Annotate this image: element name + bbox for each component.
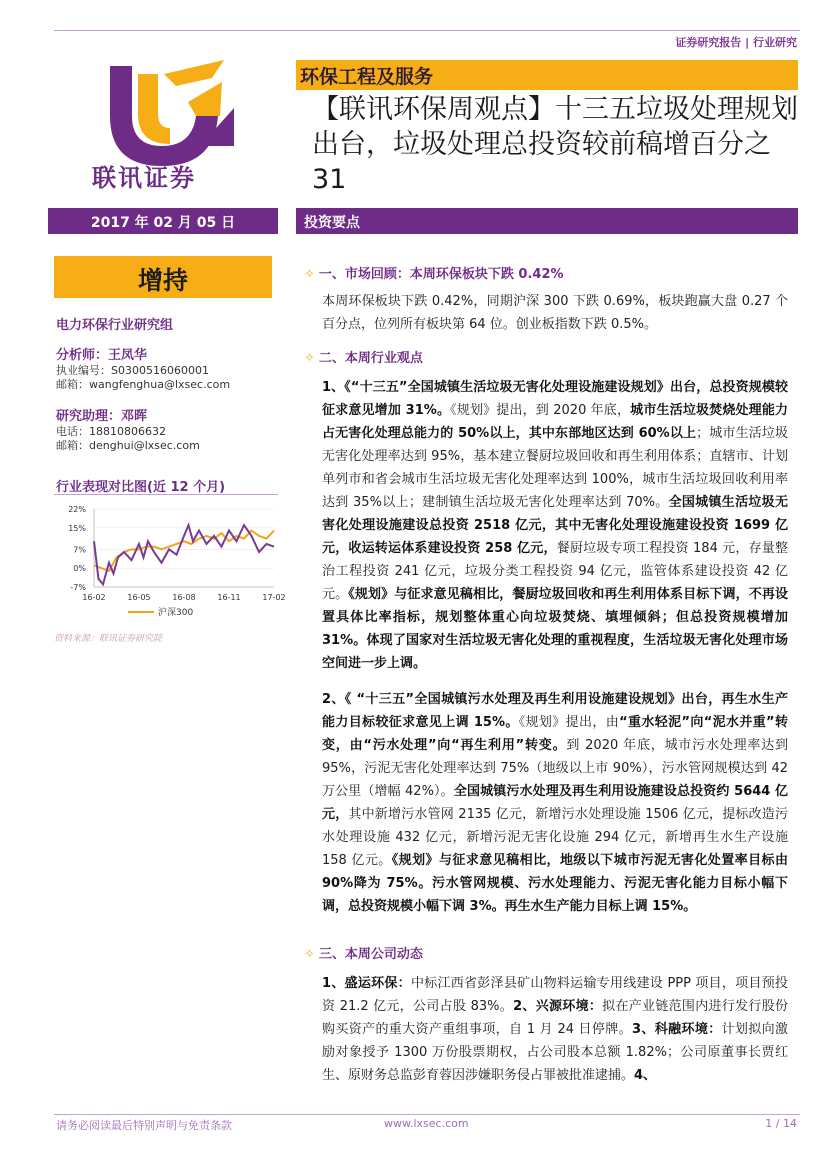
analyst-name: 分析师：王凤华 [56,348,148,363]
rating: 增持 [137,266,188,295]
diamond-icon: ✧ [304,351,315,366]
view2-lead: 2、《 “十三五”全国城镇污水处理及再生利用设施建设规划》出台，再生水生产能力目标较征求意见上调 15%。 [322,692,788,730]
legend-label: 沪深300 [158,608,194,618]
news2-name: 2、兴源环境： [513,999,603,1014]
news3-text: 计划拟向激励对象授予 1300 万份股票期权，占公司股本总额 1.82%；公司原董事长贾红生、原财务总监彭育蓉因涉嫌职务侵占罪被批准逮捕。 [322,1022,789,1083]
assistant-email[interactable]: 邮箱：denghui@lxsec.com [56,439,200,452]
x-tick-label: 16-08 [172,593,196,602]
news2-text: 拟在产业链范围内进行发行股份购买资产的重大资产重组事项，自 1 月 24 日停牌。 [322,999,788,1037]
footer-disclaimer[interactable]: 请务必阅读最后特别声明与免责条款 [56,1119,232,1132]
chart-title: 行业表现对比图(近 12 个月) [56,480,226,495]
news3-name: 3、科融环境： [631,1022,722,1037]
key-points-bar [296,208,798,234]
industry-view-2 [322,688,788,918]
analyst-email[interactable]: 邮箱：wangfenghua@lxsec.com [56,378,231,391]
view1-bold-g: 《规划》与征求意见稿相比，餐厨垃圾回收和再生利用体系目标下调，不再设置具体比率指标，规划整体重心向垃圾焚烧、填埋倾斜；但总投资规模增加 31%。体现了国家对生活垃圾无害化处理的重视程度，生活垃圾无害化处理市场空间进一步上调。 [322,587,788,671]
chart-rule [54,494,278,495]
y-tick-label: 22% [68,505,86,514]
y-tick-label: 0% [73,564,86,574]
page-number: 1 / 14 [765,1117,797,1130]
report-date: 2017 年 02 月 05 日 [90,215,236,231]
y-tick-label: 15% [68,523,86,533]
y-tick-label: 7% [73,545,86,555]
header-rule [54,30,800,31]
x-tick-label: 16-05 [127,593,151,602]
x-tick-label: 16-02 [82,593,106,602]
report-title: 【联讯环保周观点】十三五垃圾处理规划出台，垃圾处理总投资较前稿增百分之 31 [312,94,798,195]
company-name: 联讯证券 [92,163,196,192]
x-tick-label: 16-11 [217,593,241,602]
y-tick-label: -7% [70,583,86,592]
view1-text-b: 《规划》提出，到 2020 年底， [450,403,631,418]
industry-view-1 [322,376,788,675]
assistant-phone: 电话：18810806632 [56,425,166,438]
performance-chart [54,497,286,629]
section-industry-view [304,347,423,366]
view2-text-d: 到 2020 年底，城市污水处理率达到 95%，污泥无害化处理率达到 75%（地级以上市 90%），污水管网规模达到 42 万公里（增幅 42%）。 [322,738,788,799]
view1-text-f: 餐厨垃圾专项工程投资 184 元，存量整治工程投资 241 亿元，垃圾分类工程投资 94 亿元，监管体系建设投资 42 亿元。 [322,541,788,602]
assistant-name: 研究助理：邓晖 [56,409,148,424]
key-points-heading: 投资要点 [304,215,360,231]
section-company-news-label: 三、本周公司动态 [318,947,423,962]
section-market-review-label: 一、市场回顾：本周环保板块下跌 0.42% [318,267,564,282]
industry-category: 环保工程及服务 [300,66,434,88]
market-review-text: 本周环保板块下跌 0.42%，同期沪深 300 下跌 0.69%，板块跑赢大盘 0.27 个百分点，位列所有板块第 64 位。创业板指数下跌 0.5%。 [322,294,788,332]
view1-bold-e: 全国城镇生活垃圾无害化处理设施建设总投资 2518 亿元，其中无害化处理设施建设投资 1699 亿元，收运转运体系建设投资 258 亿元， [322,495,788,556]
view2-text-f: 其中新增污水管网 2135 亿元，新增污水处理设施 1506 亿元，提标改造污水处理设施 432 亿元，新增污泥无害化设施 294 亿元，新增再生水生产设施 158 亿元。 [322,807,788,868]
section-industry-view-label: 二、本周行业观点 [318,351,423,366]
diamond-icon: ✧ [304,267,315,282]
news1-name: 1、盛运环保： [322,976,411,991]
company-news [322,972,788,1087]
research-group: 电力环保行业研究组 [56,318,174,333]
news1-text: 中标江西省彭泽县矿山物料运输专用线建设 PPP 项目，项目预投资 21.2 亿元，公司占股 83%。 [322,976,788,1014]
view1-text-d: ；城市生活垃圾无害化处理率达到 95%，基本建立餐厨垃圾回收和再生利用体系；直辖市、计划单列市和省会城市生活垃圾无害化处理率达到 100%，城市生活垃圾回收利用率达到 35%以上；建制镇生活垃圾无害化处理率达到 70%。 [322,426,788,510]
x-tick-label: 17-02 [262,593,286,602]
diamond-icon: ✧ [304,947,315,962]
view2-bold-e: 全国城镇污水处理及再生利用设施建设总投资约 5644 亿元， [322,784,788,822]
news4-name: 4、 [634,1068,657,1083]
section-company-news [304,943,423,962]
chart-source: 资料来源：联讯证券研究院 [54,634,163,644]
analyst-cert: 执业编号：S0300516060001 [56,364,209,377]
footer-rule [54,1114,800,1115]
view2-bold-g: 《规划》与征求意见稿相比，地级以下城市污泥无害化处置率目标由 90%降为 75%。污水管网规模、污水处理能力、污泥无害化能力目标小幅下调，总投资规模小幅下调 3%。再生水生产能力目标上调 15%。 [322,853,788,914]
footer-website[interactable]: www.lxsec.com [384,1117,469,1130]
view1-bold-c: 城市生活垃圾焚烧处理能力占无害化处理总能力的 50%以上，其中东部地区达到 60%以上 [322,403,788,441]
view2-bold-c: “重水轻泥”向“泥水并重”转变，由“污水处理”向“再生利用”转变。 [322,715,788,753]
view1-lead: 1、《“十三五”全国城镇生活垃圾无害化处理设施建设规划》出台，总投资规模较征求意见增加 31%。 [322,380,788,418]
section-market-review [304,263,564,282]
view2-text-b: 《规划》提出，由 [518,715,620,730]
report-type: 证券研究报告 | 行业研究 [675,36,797,49]
